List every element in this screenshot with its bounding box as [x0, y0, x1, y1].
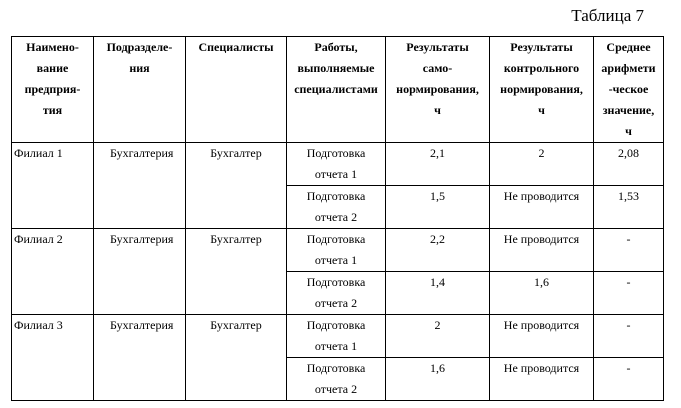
department-cell: Бухгалтерия: [94, 315, 186, 401]
work-cell: Подготовка отчета 1: [287, 315, 386, 358]
department-cell: Бухгалтерия: [94, 229, 186, 315]
work-cell: Подготовка отчета 2: [287, 186, 386, 229]
header-control-norming: Результаты контрольного нормирования, ч: [490, 37, 594, 143]
control-norming-cell: Не проводится: [490, 315, 594, 358]
department-cell: Бухгалтерия: [94, 143, 186, 229]
data-table: [11, 36, 664, 401]
work-cell: Подготовка отчета 2: [287, 358, 386, 401]
branch-cell: Филиал 2: [12, 229, 94, 315]
mean-cell: -: [594, 229, 664, 272]
control-norming-cell: 2: [490, 143, 594, 186]
control-norming-cell: Не проводится: [490, 358, 594, 401]
work-cell: Подготовка отчета 1: [287, 229, 386, 272]
self-norming-cell: 1,6: [386, 358, 490, 401]
mean-cell: -: [594, 315, 664, 358]
mean-cell: -: [594, 358, 664, 401]
control-norming-cell: Не проводится: [490, 229, 594, 272]
branch-cell: Филиал 1: [12, 143, 94, 229]
table-caption: Таблица 7: [571, 6, 644, 25]
self-norming-cell: 2,2: [386, 229, 490, 272]
self-norming-cell: 1,4: [386, 272, 490, 315]
header-specialists: Специалисты: [186, 37, 287, 143]
specialist-cell: Бухгалтер: [186, 229, 287, 315]
work-cell: Подготовка отчета 1: [287, 143, 386, 186]
self-norming-cell: 2,1: [386, 143, 490, 186]
self-norming-cell: 2: [386, 315, 490, 358]
table-body: [12, 143, 664, 401]
table-row: [12, 143, 664, 186]
control-norming-cell: Не проводится: [490, 186, 594, 229]
header-department: Подразделе- ния: [94, 37, 186, 143]
work-cell: Подготовка отчета 2: [287, 272, 386, 315]
branch-cell: Филиал 3: [12, 315, 94, 401]
specialist-cell: Бухгалтер: [186, 143, 287, 229]
header-works: Работы, выполняемые специалистами: [287, 37, 386, 143]
self-norming-cell: 1,5: [386, 186, 490, 229]
mean-cell: 2,08: [594, 143, 664, 186]
specialist-cell: Бухгалтер: [186, 315, 287, 401]
header-self-norming: Результаты само- нормирования, ч: [386, 37, 490, 143]
mean-cell: -: [594, 272, 664, 315]
header-row: [12, 37, 664, 143]
header-mean: Среднее арифмети -ческое значение, ч: [594, 37, 664, 143]
table-row: [12, 315, 664, 358]
control-norming-cell: 1,6: [490, 272, 594, 315]
header-enterprise: Наимено- вание предприя- тия: [12, 37, 94, 143]
table-row: [12, 229, 664, 272]
mean-cell: 1,53: [594, 186, 664, 229]
